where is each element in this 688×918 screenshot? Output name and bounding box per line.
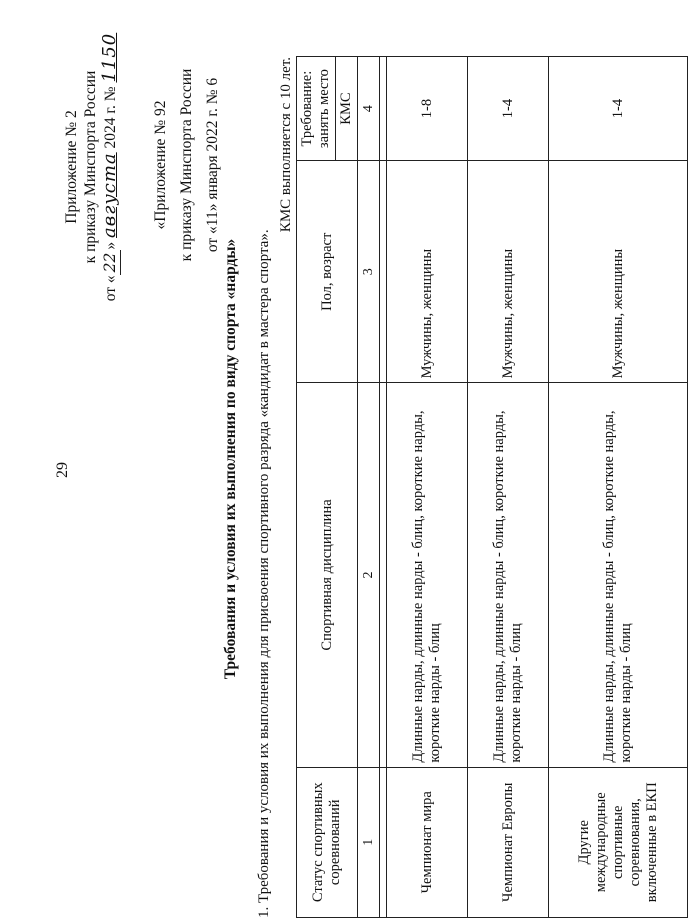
table-row <box>387 57 468 918</box>
previous-appendix-order-ref: к приказу Минспорта России <box>178 68 195 262</box>
table-row <box>549 57 688 918</box>
column-number: 1 <box>358 767 380 917</box>
cell-status: Чемпионат мира <box>387 767 468 917</box>
cell-discipline: Длинные нарды, длинные нарды - блиц, короткие нарды, короткие нарды - блиц <box>387 383 468 767</box>
header-gender: Пол, возраст <box>297 161 358 383</box>
date-mid: » <box>102 241 119 250</box>
page-number: 29 <box>54 462 71 478</box>
appendix-date-line <box>100 22 121 312</box>
order-number-handwritten: 1150 <box>99 32 120 83</box>
date-day: 22 <box>101 250 121 276</box>
cell-status: Другие международные спортивные соревнования, включенные в ЕКП <box>549 767 688 917</box>
cell-gender: Мужчины, женщины <box>549 161 688 383</box>
previous-appendix-block <box>148 40 226 290</box>
column-number: 4 <box>358 57 380 161</box>
cell-discipline: Длинные нарды, длинные нарды - блиц, короткие нарды, короткие нарды - блиц <box>549 383 688 767</box>
column-number: 2 <box>358 383 380 767</box>
date-month-handwritten: августа <box>99 152 120 238</box>
appendix-block <box>62 22 121 312</box>
cell-gender: Мужчины, женщины <box>468 161 549 383</box>
document-title: Требования и условия их выполнения по виду спорта «нарды» <box>222 238 239 680</box>
cell-gender: Мужчины, женщины <box>387 161 468 383</box>
cell-place: 1-4 <box>468 57 549 161</box>
date-prefix: от « <box>102 275 119 302</box>
requirements-table <box>296 56 688 918</box>
column-number: 3 <box>358 161 380 383</box>
previous-appendix-title: «Приложение № 92 <box>152 100 169 230</box>
date-year: 2024 г. № <box>102 86 119 149</box>
header-status: Статус спортивных соревнований <box>297 767 358 917</box>
appendix-title: Приложение № 2 <box>63 110 80 224</box>
header-discipline: Спортивная дисциплина <box>297 383 358 767</box>
cell-status: Чемпионат Европы <box>468 767 549 917</box>
cell-place: 1-4 <box>549 57 688 161</box>
table-row <box>468 57 549 918</box>
header-kms: КМС <box>336 57 358 161</box>
cell-place: 1-8 <box>387 57 468 161</box>
cell-discipline: Длинные нарды, длинные нарды - блиц, короткие нарды, короткие нарды - блиц <box>468 383 549 767</box>
separator-row <box>380 57 387 918</box>
section-heading: 1. Требования и условия их выполнения для присвоения спортивного разряда «кандидат в мастера спорта». <box>256 229 272 918</box>
previous-appendix-date: от «11» января 2022 г. № 6 <box>204 77 221 253</box>
age-note: КМС выполняется с 10 лет. <box>278 57 294 233</box>
appendix-order-ref: к приказу Минспорта России <box>82 70 99 264</box>
header-requirement: Требование: занять место <box>297 57 336 161</box>
